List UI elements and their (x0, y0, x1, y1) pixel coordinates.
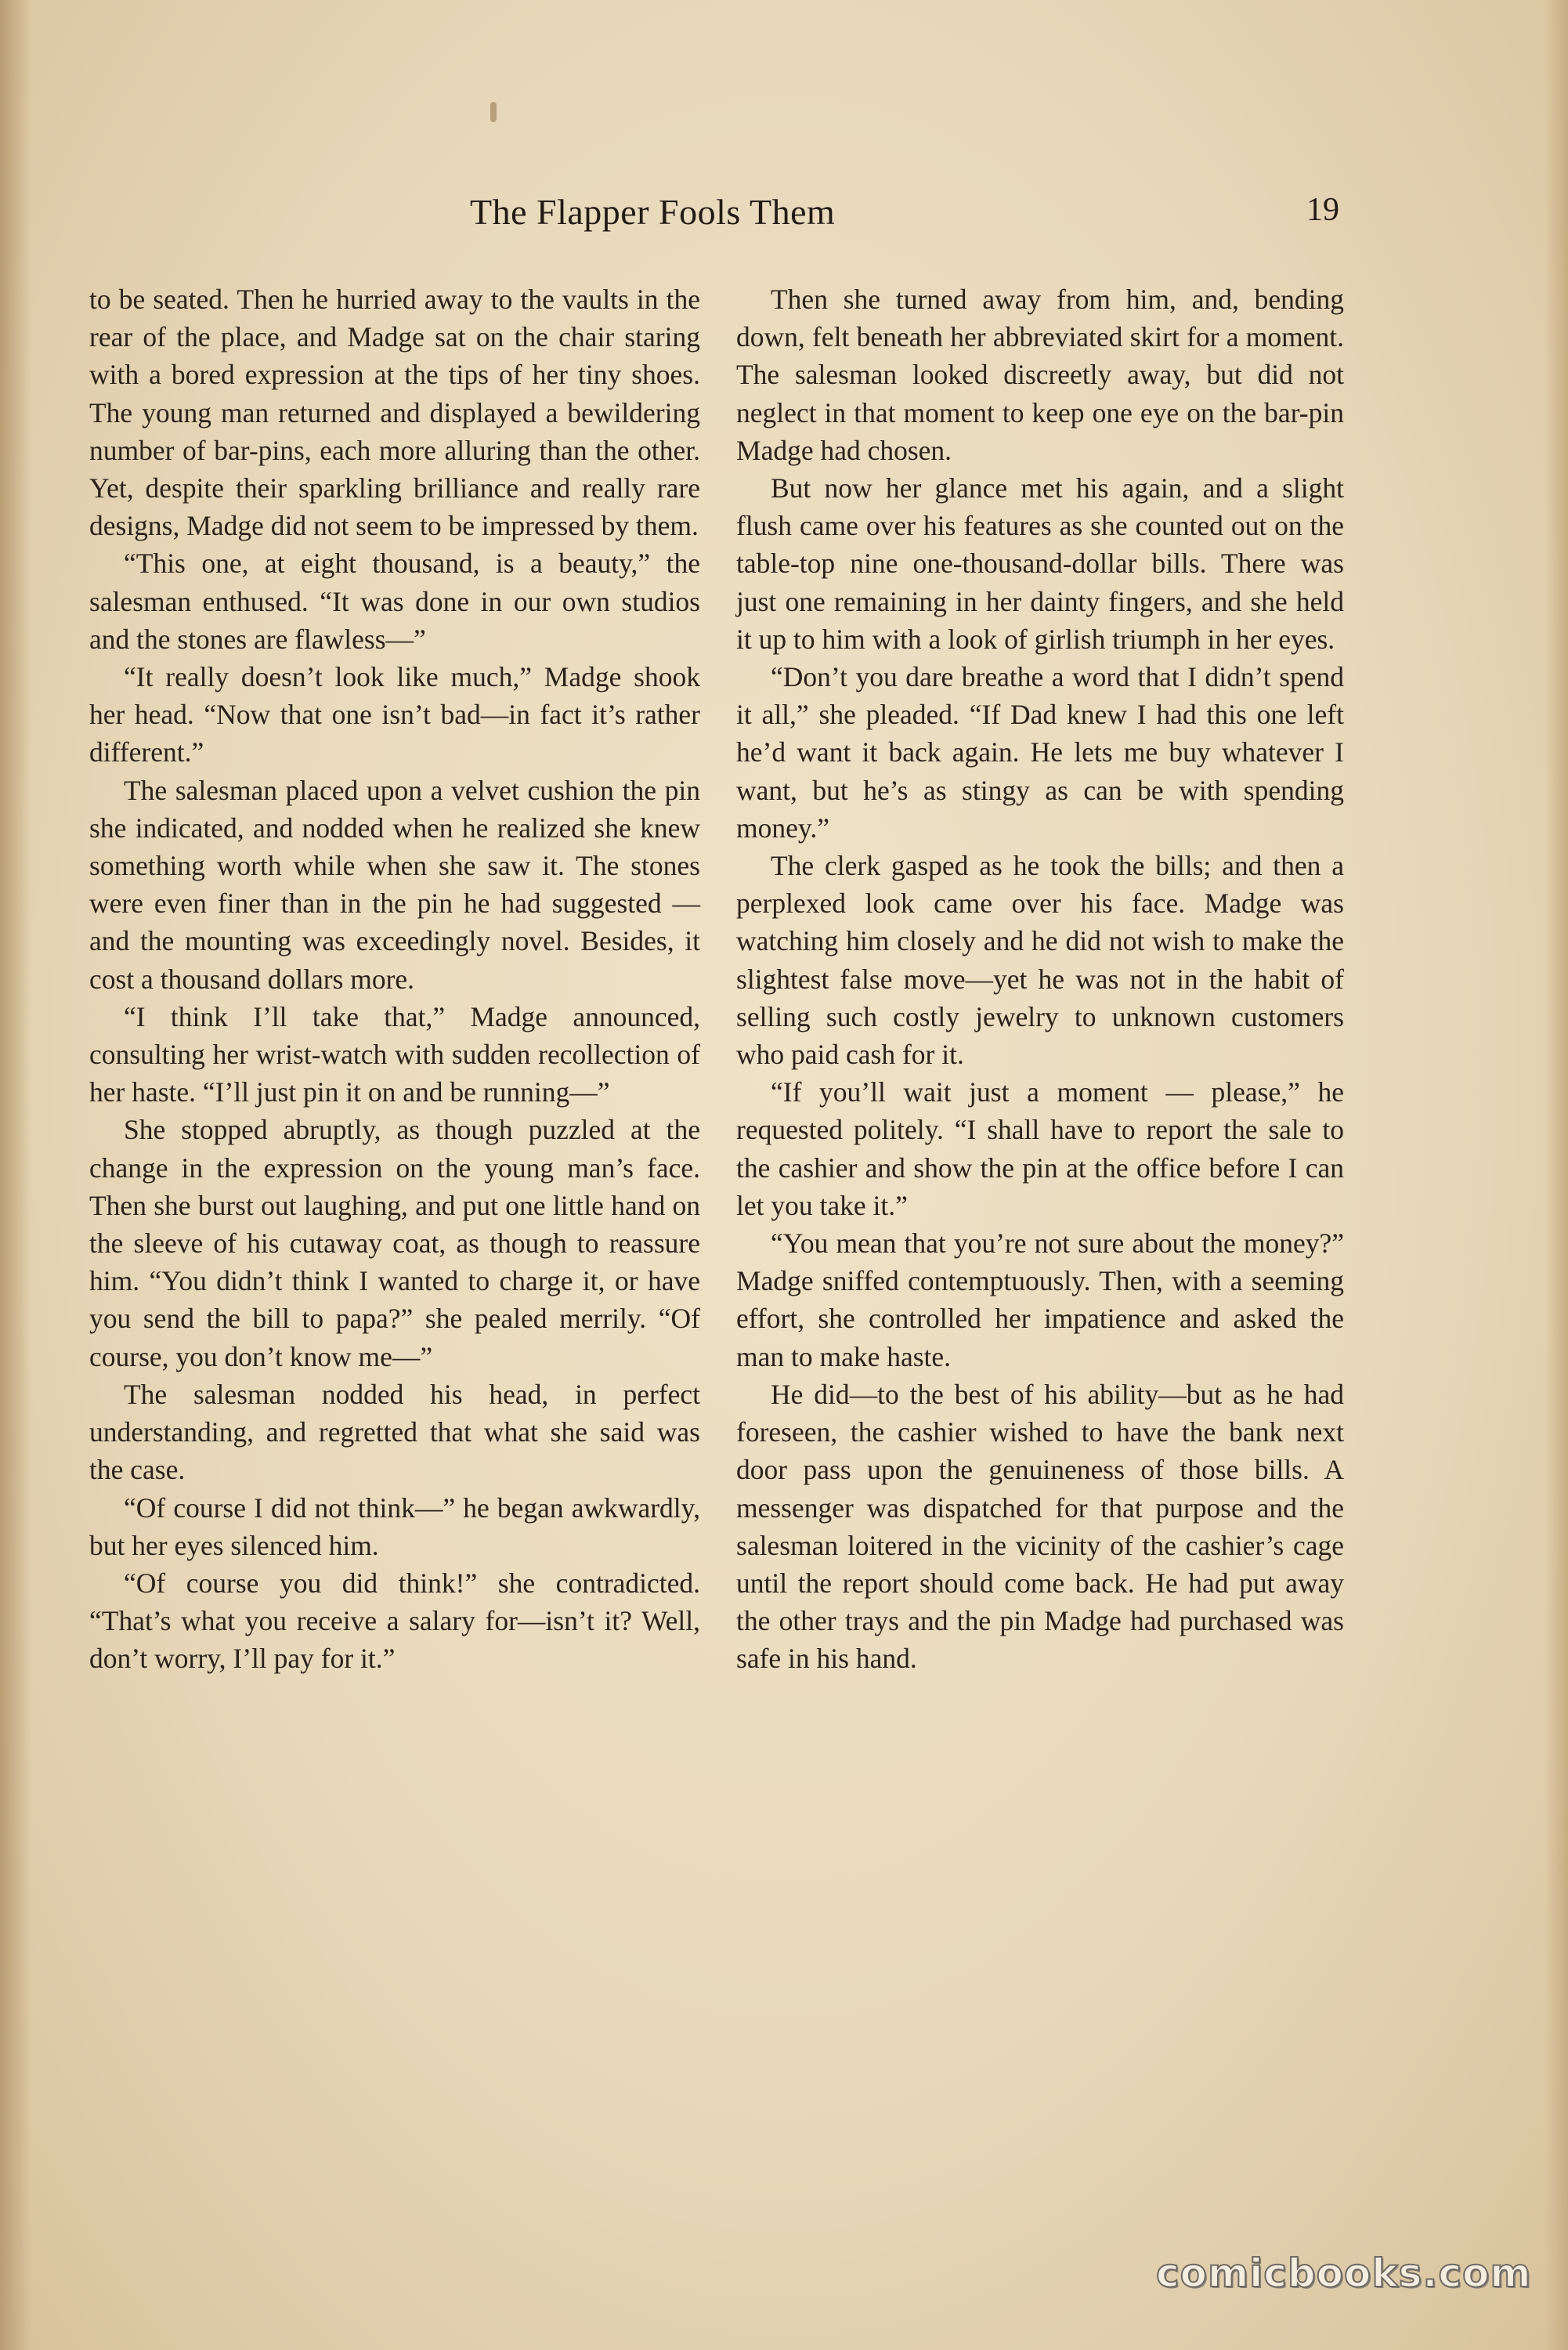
paragraph: to be seated. Then he hurried away to the vaults in the rear of the place, and Madge sat on the chair staring with a bored expression at the tips of her tiny shoes. The young man returned and displayed a bewildering number of bar-pins, each more alluring than the other. Yet, despite their sparkling brilliance and really rare designs, Madge did not seem to be impressed by them. (89, 284, 700, 542)
paragraph: “Of course you did think!” she contradicted. “That’s what you receive a salary for—isn’t it? Well, don’t worry, I’ll pay for it.” (89, 1567, 700, 1675)
right-text-column (736, 280, 1344, 1678)
paragraph: “It really doesn’t look like much,” Madge shook her head. “Now that one isn’t bad—in fact it’s rather different.” (89, 661, 700, 768)
paragraph: “Of course I did not think—” he began awkwardly, but her eyes silenced him. (89, 1491, 700, 1561)
paragraph: “You mean that you’re not sure about the money?” Madge sniffed contemptuously. Then, with a seeming effort, she controlled her impatience and asked the man to make haste. (736, 1227, 1344, 1372)
paragraph: The clerk gasped as he took the bills; and then a perplexed look came over his face. Madge was watching him closely and he did not wish to make the slightest false move—yet he was not in the habit of selling such costly jewelry to unknown customers who paid cash for it. (736, 850, 1344, 1071)
paragraph: “Don’t you dare breathe a word that I didn’t spend it all,” she pleaded. “If Dad knew I had this one left he’d want it back again. He lets me buy whatever I want, but he’s as stingy as can be with spending money.” (736, 661, 1344, 844)
page-edge-shadow-right (1545, 0, 1568, 2350)
watermark-text: comicbooks.com (1156, 2251, 1532, 2296)
paragraph: He did—to the best of his ability—but as he had foreseen, the cashier wished to have the bank next door pass upon the genuineness of those bills. A messenger was dispatched for that purpose and the salesman loitered in the vicinity of the cashier’s cage until the report should come back. He had put away the other trays and the pin Madge had purchased was safe in his hand. (736, 1378, 1344, 1675)
paragraph: But now her glance met his again, and a slight flush came over his features as she counted out on the table-top nine one-thousand-dollar bills. There was just one remaining in her dainty fingers, and she held it up to him with a look of girlish triumph in her eyes. (736, 472, 1344, 655)
site-watermark (1156, 2251, 1545, 2321)
paragraph: She stopped abruptly, as though puzzled at the change in the expression on the young man’s face. Then she burst out laughing, and put one little hand on the sleeve of his cutaway coat, as though to reassure him. “You didn’t think I wanted to charge it, or have you send the bill to papa?” she pealed merrily. “Of course, you don’t know me—” (89, 1114, 700, 1372)
paragraph: “This one, at eight thousand, is a beauty,” the salesman enthused. “It was done in our own studios and the stones are flawless—” (89, 548, 700, 655)
paragraph: The salesman nodded his head, in perfect understanding, and regretted that what she said was the case. (89, 1378, 700, 1486)
running-header (0, 191, 1568, 246)
page-title: The Flapper Fools Them (470, 192, 836, 232)
paragraph: Then she turned away from him, and, bending down, felt beneath her abbreviated skirt for a moment. The salesman looked discreetly away, but did not neglect in that moment to keep one eye on the bar-pin Madge had chosen. (736, 284, 1344, 466)
paragraph: The salesman placed upon a velvet cushion the pin she indicated, and nodded when he realized she knew something worth while when she saw it. The stones were even finer than in the pin he had suggested — and the mounting was exceedingly novel. Besides, it cost a thousand dollars more. (89, 774, 700, 995)
left-text-column (89, 280, 700, 1678)
paragraph: “I think I’ll take that,” Madge announced, consulting her wrist-watch with sudden recollection of her haste. “I’ll just pin it on and be running—” (89, 1000, 700, 1108)
page-number: 19 (1306, 192, 1339, 228)
page-edge-shadow-left (0, 0, 31, 2350)
paragraph: “If you’ll wait just a moment — please,” he requested politely. “I shall have to report the sale to the cashier and show the pin at the office before I can let you take it.” (736, 1076, 1344, 1221)
paper-stain (490, 102, 497, 122)
